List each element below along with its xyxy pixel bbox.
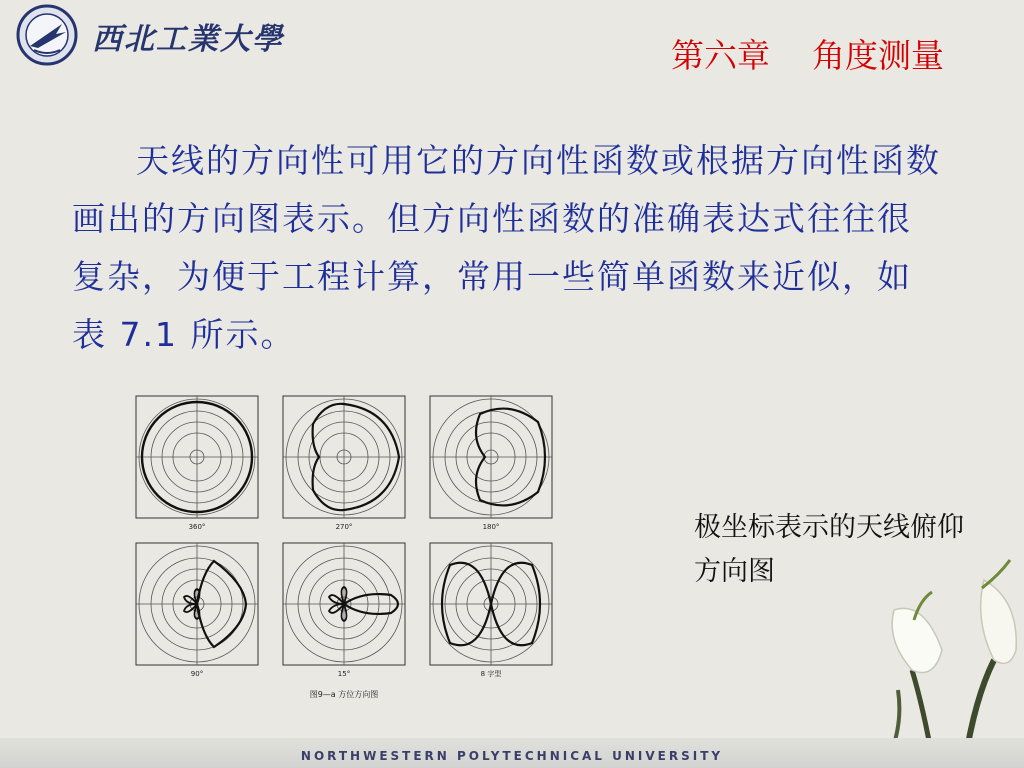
footer-university-name: NORTHWESTERN POLYTECHNICAL UNIVERSITY [300,749,724,763]
plot-label-3: 180° [482,523,500,531]
plot-label-1: 360° [188,523,206,531]
polar-plot-6 [430,543,552,665]
calla-lily-decoration-icon [824,540,1024,768]
plot-label-5: 15° [337,670,351,678]
plot-label-4: 90° [190,670,204,678]
radiation-pattern-figure [128,388,568,706]
polar-plot-2 [283,396,405,518]
plot-label-2: 270° [335,523,353,531]
university-logo-icon [16,4,78,66]
polar-plot-3 [430,396,552,518]
university-name: 西北工業大學 [92,22,284,57]
body-paragraph: 天线的方向性可用它的方向性函数或根据方向性函数画出的方向图表示。但方向性函数的准确表达式往往很复杂，为便于工程计算，常用一些简单函数来近似，如表 7.1 所示。 [72,141,941,354]
figure-side-caption: 极坐标表示的天线俯仰方向图 [694,512,964,587]
plot-label-6: 8 字型 [480,670,502,678]
figure-caption: 图9—a 方位方向图 [309,690,379,699]
polar-plots-svg [128,388,568,706]
polar-plot-5 [283,543,405,665]
polar-plot-1 [136,396,258,518]
chapter-title: 第六章 角度测量 [671,36,944,75]
polar-plot-4 [136,543,258,665]
